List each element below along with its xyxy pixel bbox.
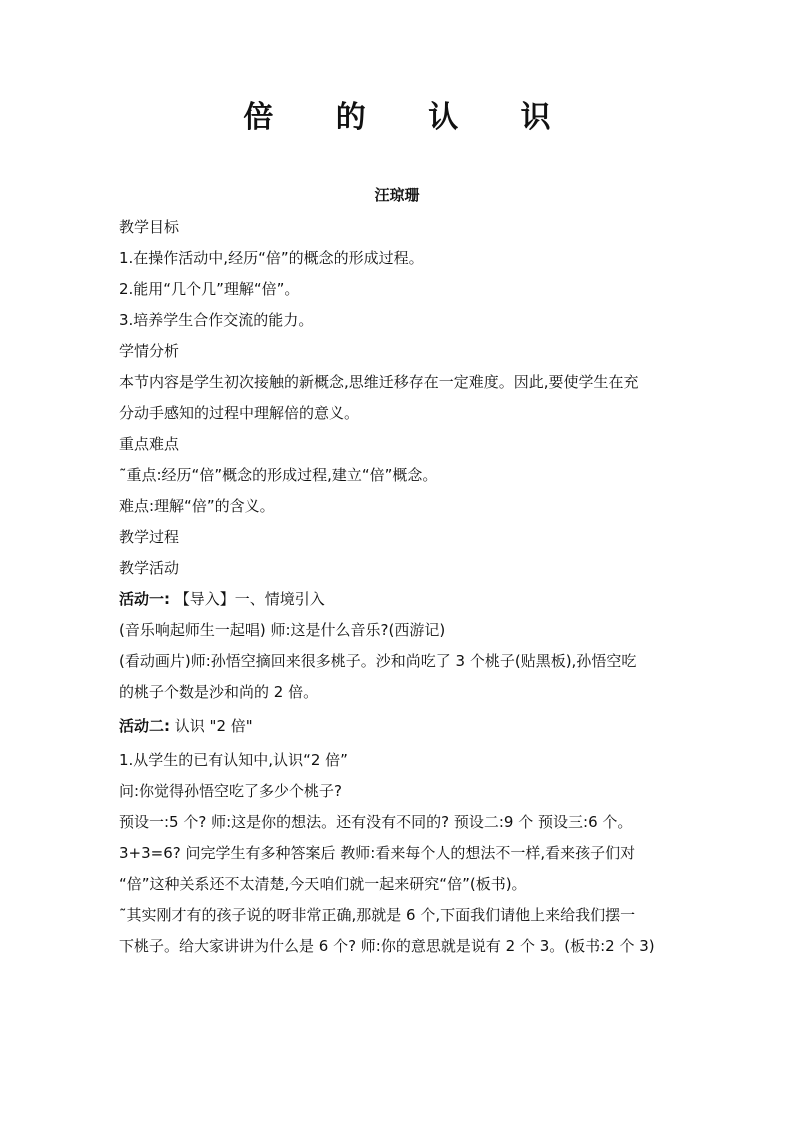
activity-two-line-5: “倍”这种关系还不太清楚,今天咱们就一起来研究“倍”(板书)。 <box>119 875 527 893</box>
activity-two-line <box>119 711 679 742</box>
activity-one-label: 活动一: <box>119 590 170 608</box>
activity-two-line-2: 问:你觉得孙悟空吃了多少个桃子? <box>119 782 343 800</box>
goal-line-1: 1.在操作活动中,经历“倍”的概念的形成过程。 <box>119 249 424 267</box>
activity-two-line-7: 下桃子。给大家讲讲为什么是 6 个? 师:你的意思就是说有 2 个 3。(板书:2 个 3) <box>119 937 655 955</box>
document-body <box>119 212 679 962</box>
key-point-line: ˜重点:经历“倍”概念的形成过程,建立“倍”概念。 <box>119 466 438 484</box>
activity-one-text: 【导入】一、情境引入 <box>174 590 325 608</box>
document-title: 倍 的 认 识 <box>243 100 577 135</box>
goal-line-2: 2.能用“几个几”理解“倍”。 <box>119 280 300 298</box>
activity-two-line-4: 3+3=6? 问完学生有多种答案后 教师:看来每个人的想法不一样,看来孩子们对 <box>119 844 636 862</box>
difficulty-line: 难点:理解“倍”的含义。 <box>119 497 275 515</box>
heading-teaching-process: 教学过程 <box>119 528 180 546</box>
activity-two-text: 认识 "2 倍" <box>174 717 253 735</box>
activity-one-line-3: 的桃子个数是沙和尚的 2 倍。 <box>119 683 319 701</box>
activity-two-label: 活动二: <box>119 717 170 735</box>
activity-two-line-6: ˜其实刚才有的孩子说的呀非常正确,那就是 6 个,下面我们请他上来给我们摆一 <box>119 906 636 924</box>
analysis-line-2: 分动手感知的过程中理解倍的意义。 <box>119 404 360 422</box>
activity-one-line-2: (看动画片)师:孙悟空摘回来很多桃子。沙和尚吃了 3 个桃子(贴黑板),孙悟空吃 <box>119 652 637 670</box>
activity-one-line <box>119 584 679 615</box>
heading-learning-analysis: 学情分析 <box>119 342 180 360</box>
activity-two-line-3: 预设一:5 个? 师:这是你的想法。还有没有不同的? 预设二:9 个 预设三:6 个。 <box>119 813 633 831</box>
heading-key-points: 重点难点 <box>119 435 180 453</box>
heading-teaching-goals: 教学目标 <box>119 218 180 236</box>
document-author: 汪琼珊 <box>374 186 420 204</box>
heading-teaching-activities: 教学活动 <box>119 559 180 577</box>
activity-one-line-1: (音乐响起师生一起唱) 师:这是什么音乐?(西游记) <box>119 621 446 639</box>
activity-two-line-1: 1.从学生的已有认知中,认识“2 倍” <box>119 751 348 769</box>
analysis-line-1: 本节内容是学生初次接触的新概念,思维迁移存在一定难度。因此,要使学生在充 <box>119 373 639 391</box>
goal-line-3: 3.培养学生合作交流的能力。 <box>119 311 314 329</box>
